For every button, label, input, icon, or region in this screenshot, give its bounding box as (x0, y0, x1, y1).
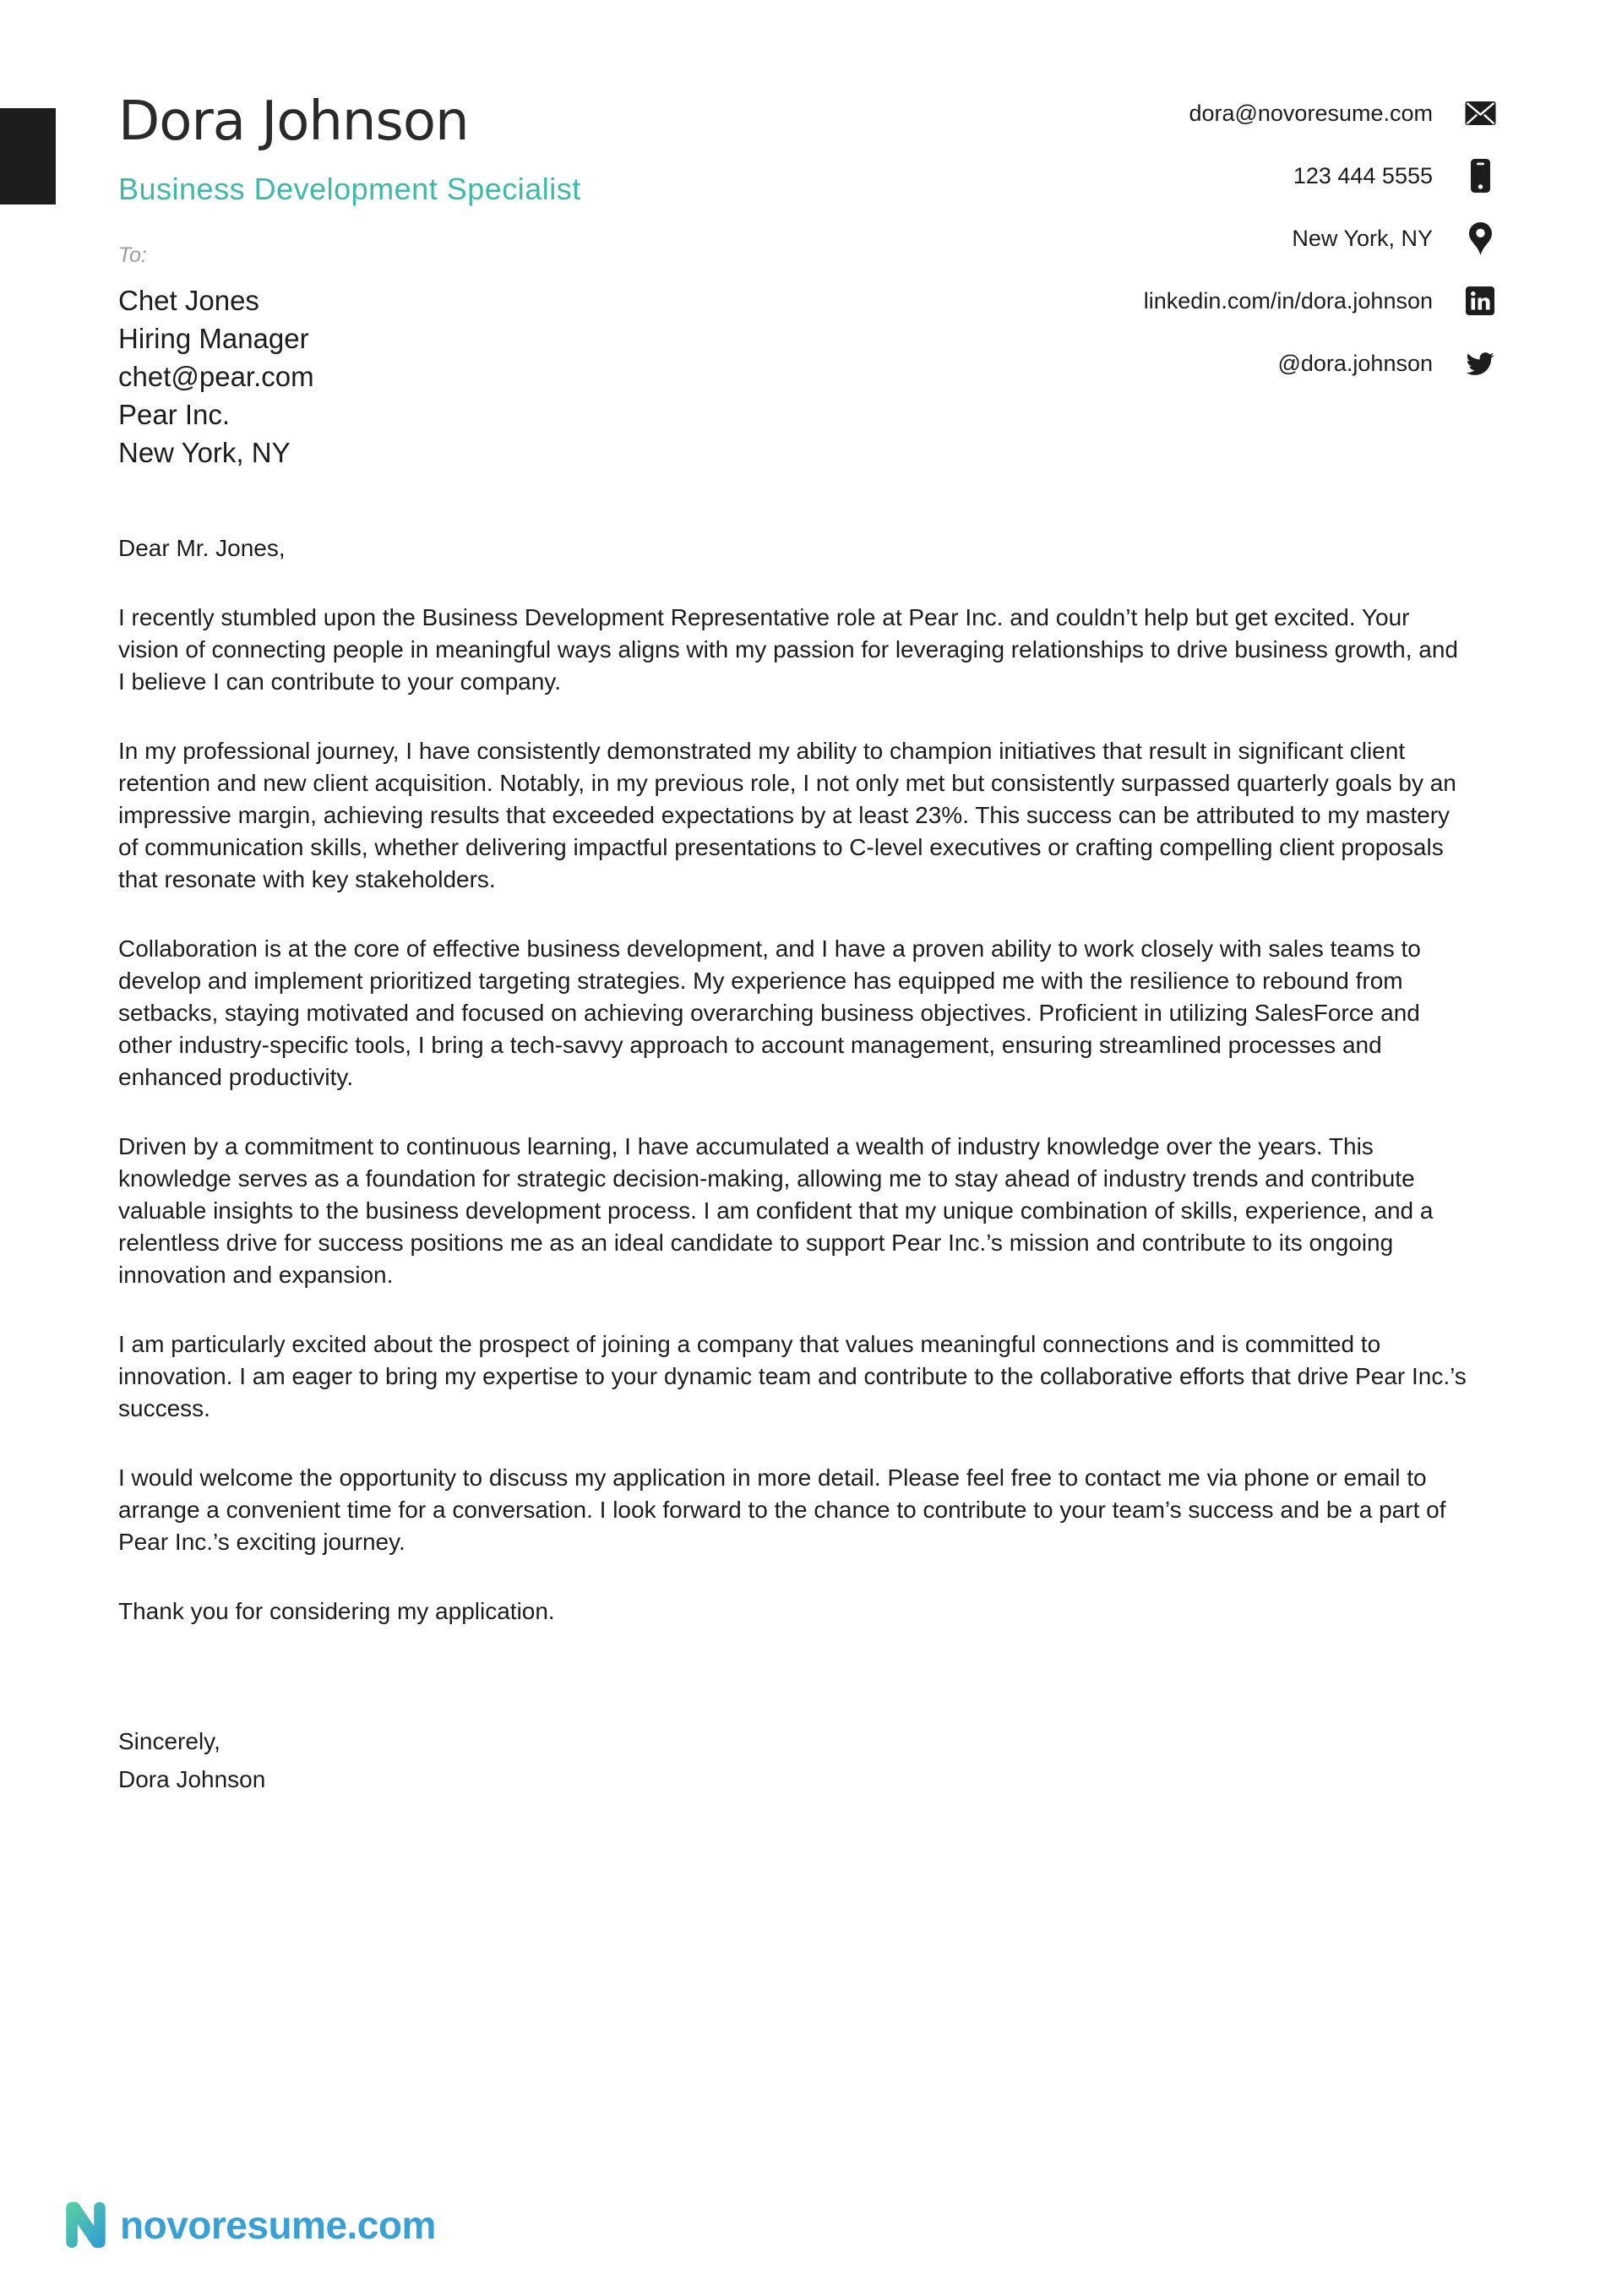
signature: Dora Johnson (118, 1766, 266, 1792)
location-text: New York, NY (1292, 225, 1433, 251)
phone-text: 123 444 5555 (1293, 162, 1433, 188)
recipient-role: Hiring Manager (118, 323, 309, 354)
contact-row-phone (1144, 157, 1499, 194)
recipient-location: New York, NY (118, 437, 291, 468)
paragraph-2: In my professional journey, I have consistently demonstrated my ability to champion initiatives that result in significant client retention and new client acquisition. Notably, in my previous role, I not only met but consistently surpassed quarterly goals by an impressive margin, achieving results that exceeded expectations by at least 23%. This success can be attributed to my mastery of communication skills, whether delivering impactful presentations to C-level executives or crafting compelling client proposals that resonate with key stakeholders. (118, 738, 1456, 892)
salutation: Dear Mr. Jones, (118, 535, 286, 561)
job-title: Business Development Specialist (118, 172, 581, 206)
email-text[interactable]: dora@novoresume.com (1189, 100, 1433, 126)
twitter-icon (1461, 350, 1499, 378)
letter-body (118, 532, 1470, 1798)
contact-row-twitter (1144, 345, 1499, 382)
brand-text: novoresume.com (120, 2203, 436, 2247)
contact-row-email (1144, 95, 1499, 132)
linkedin-text[interactable]: linkedin.com/in/dora.johnson (1143, 287, 1433, 314)
paragraph-5: I am particularly excited about the prospect of joining a company that values meaningful connections and is committed to innovation. I am eager to bring my expertise to your dynamic team and contribute to the collaborative efforts that drive Pear Inc.’s success. (118, 1331, 1467, 1421)
twitter-text[interactable]: @dora.johnson (1277, 350, 1433, 376)
phone-icon (1461, 158, 1499, 194)
paragraph-thanks: Thank you for considering my application. (118, 1598, 555, 1624)
recipient-name: Chet Jones (118, 285, 259, 316)
paragraph-3: Collaboration is at the core of effective business development, and I have a proven ability to work closely with sales teams to develop and implement prioritized targeting strategies. My experience has equipped me with the resilience to rebound from setbacks, staying motivated and focused on achieving overarching business objectives. Proficient in utilizing SalesForce and other industry-specific tools, I bring a tech-savvy approach to account management, ensuring streamlined processes and enhanced productivity. (118, 935, 1421, 1090)
novoresume-logo-icon (63, 2201, 108, 2250)
contact-row-linkedin (1144, 282, 1499, 319)
recipient-company: Pear Inc. (118, 399, 231, 430)
closing-block (118, 1722, 1470, 1798)
linkedin-icon (1461, 286, 1499, 315)
contact-info (1144, 95, 1499, 407)
paragraph-1: I recently stumbled upon the Business Development Representative role at Pear Inc. and couldn’t help but get excited. Your vision of connecting people in meaningful ways aligns with my passion for leveraging relationships to drive business growth, and I believe I can contribute to your company. (118, 604, 1458, 695)
email-icon (1461, 101, 1499, 126)
to-label: To: (118, 243, 147, 267)
recipient-email[interactable]: chet@pear.com (118, 361, 314, 392)
closing-word: Sincerely, (118, 1728, 220, 1754)
recipient-block (118, 243, 314, 472)
page-title: Dora Johnson (118, 90, 469, 153)
paragraph-6: I would welcome the opportunity to discuss my application in more detail. Please feel free to contact me via phone or email to arrange a convenient time for a conversation. I look forward to the chance to contribute to your team’s success and be a part of Pear Inc.’s exciting journey. (118, 1464, 1446, 1555)
header-accent-block (0, 108, 56, 205)
footer-brand[interactable] (63, 2201, 436, 2250)
contact-row-location (1144, 220, 1499, 257)
paragraph-4: Driven by a commitment to continuous learning, I have accumulated a wealth of industry knowledge over the years. This knowledge serves as a foundation for strategic decision-making, allowing me to stay ahead of industry trends and contribute valuable insights to the business development process. I am confident that my unique combination of skills, experience, and a relentless drive for success positions me as an ideal candidate to support Pear Inc.’s mission and contribute to its ongoing innovation and expansion. (118, 1133, 1434, 1288)
location-icon (1461, 222, 1499, 255)
